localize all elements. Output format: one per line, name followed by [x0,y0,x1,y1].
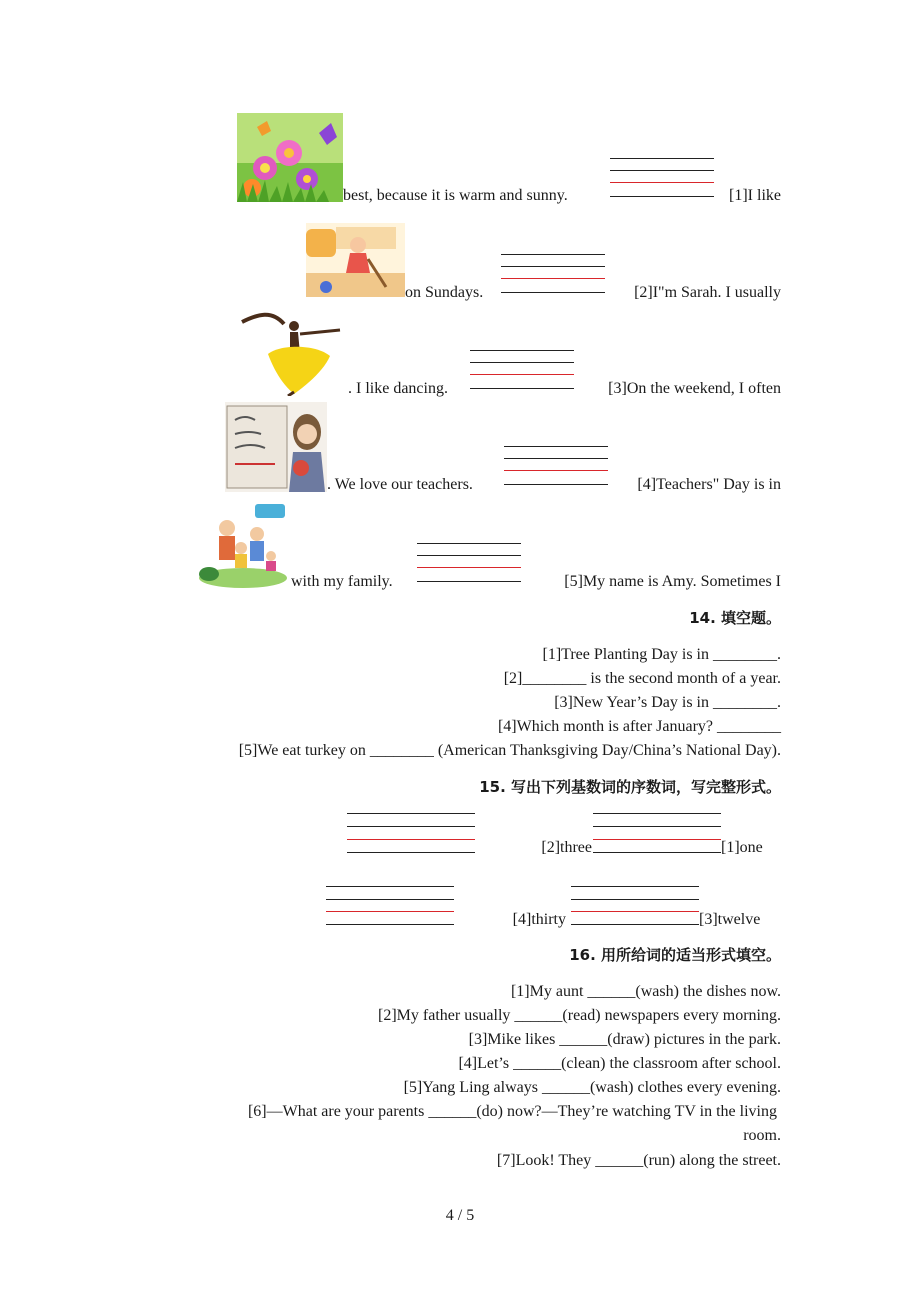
answer-rule [571,886,699,887]
sentence-tail: . We love our teachers. [327,476,473,493]
answer-blank[interactable] [610,196,714,197]
answer-rule [417,543,521,544]
answer-rule-red [593,839,721,840]
sentence-lead: [4]Teachers" Day is in [637,476,781,493]
sentence-lead: [5]My name is Amy. Sometimes I [564,573,781,590]
section-16-title: 16. 用所给词的适当形式填空。 [569,946,781,964]
sentence-lead: [2]I"m Sarah. I usually [634,284,781,301]
sentence-tail: . I like dancing. [348,380,448,397]
answer-rule [470,362,574,363]
answer-rule [347,826,475,827]
answer-blank[interactable] [347,852,475,853]
ballet-dancer-image [238,304,348,396]
sentence-tail: best, because it is warm and sunny. [343,187,568,204]
question-item: [2]________ is the second month of a year. [503,670,781,687]
sentence-tail: with my family. [291,573,393,590]
question-item: [4]Which month is after January? ________ [497,718,781,735]
answer-rule [501,254,605,255]
answer-rule [571,899,699,900]
answer-rule [504,446,608,447]
answer-rule [326,886,454,887]
answer-rule-red [610,182,714,183]
answer-blank[interactable] [571,924,699,925]
ordinal-word: [1]one [721,839,763,856]
answer-rule [417,555,521,556]
ordinal-word: [4]thirty [512,911,566,928]
answer-rule-red [501,278,605,279]
family-picnic-image [195,500,291,588]
page-number: 4 / 5 [445,1207,475,1224]
answer-blank[interactable] [593,852,721,853]
answer-rule-red [347,839,475,840]
answer-rule-red [326,911,454,912]
answer-blank[interactable] [501,292,605,293]
girl-sweeping-image [306,223,405,297]
ordinal-word: [2]three [541,839,592,856]
answer-rule-red [417,567,521,568]
answer-rule [501,266,605,267]
answer-blank[interactable] [326,924,454,925]
section-15-title: 15. 写出下列基数词的序数词，写完整形式。 [479,778,781,796]
sentence-lead: [3]On the weekend, I often [608,380,781,397]
question-item: [5]We eat turkey on ________ (American Thanksgiving Day/China’s National Day). [238,742,781,759]
question-item: [5]Yang Ling always ______(wash) clothes every evening. [403,1079,781,1096]
question-item: [4]Let’s ______(clean) the classroom after school. [458,1055,781,1072]
answer-rule [610,158,714,159]
answer-rule [504,458,608,459]
answer-rule [593,813,721,814]
flowers-butterflies-image [237,113,343,202]
answer-blank[interactable] [504,484,608,485]
answer-rule [347,813,475,814]
section-14-title: 14. 填空题。 [689,609,781,627]
answer-blank[interactable] [417,581,521,582]
answer-rule [610,170,714,171]
sentence-tail: on Sundays. [405,284,484,301]
question-item: [1]My aunt ______(wash) the dishes now. [510,983,781,1000]
answer-rule-red [571,911,699,912]
question-item: [3]New Year’s Day is in ________. [554,694,781,711]
question-item: [7]Look! They ______(run) along the street. [496,1152,781,1169]
ordinal-word: [3]twelve [699,911,761,928]
sentence-lead: [1]I like [729,187,781,204]
answer-rule [593,826,721,827]
question-item: [3]Mike likes ______(draw) pictures in the park. [468,1031,781,1048]
question-item: [1]Tree Planting Day is in ________. [542,646,781,663]
answer-rule [326,899,454,900]
question-item-continuation: room. [743,1127,781,1144]
answer-blank[interactable] [470,388,574,389]
teachers-day-card-image [225,402,327,492]
question-item: [6]—What are your parents ______(do) now?—They’re watching TV in the living [247,1103,777,1120]
answer-rule [470,350,574,351]
answer-rule-red [504,470,608,471]
question-item: [2]My father usually ______(read) newspapers every morning. [378,1007,781,1024]
answer-rule-red [470,374,574,375]
